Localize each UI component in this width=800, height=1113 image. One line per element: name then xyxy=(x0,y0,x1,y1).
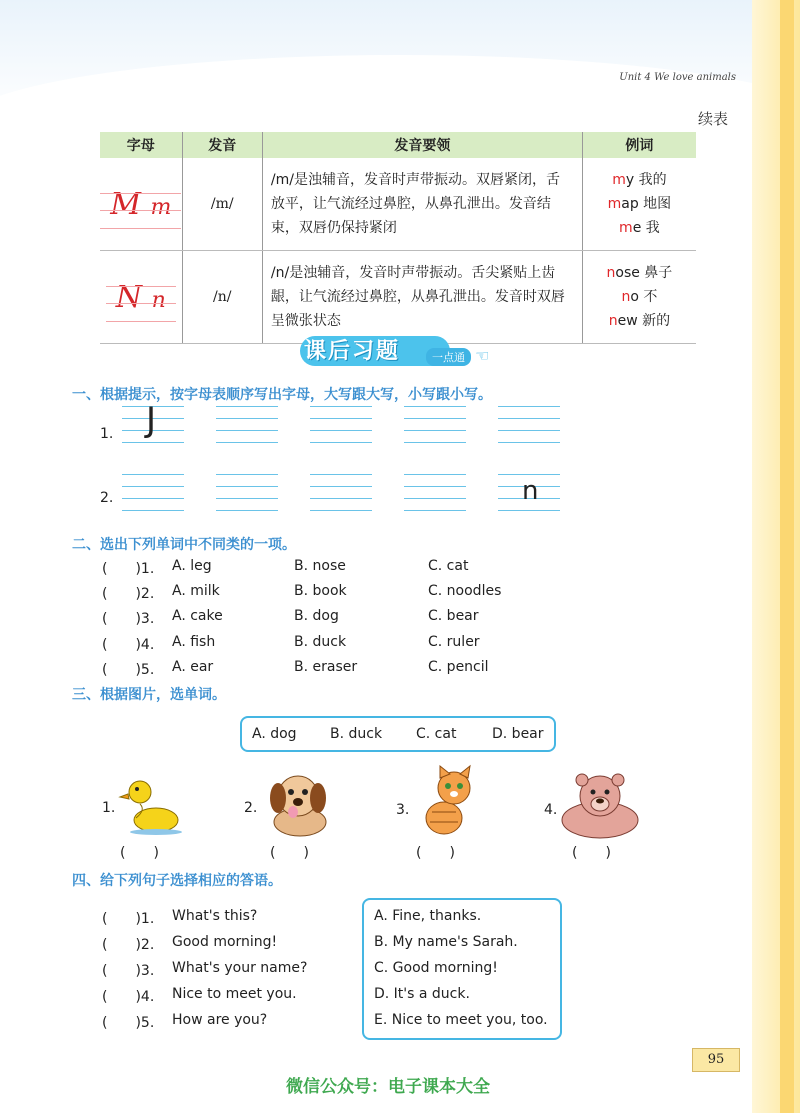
handwritten-letter: M m xyxy=(106,187,175,222)
example-word: no 不 xyxy=(621,289,658,305)
pointing-hand-icon: ☜ xyxy=(475,346,490,365)
answer-blank[interactable]: ( )5. xyxy=(102,662,155,678)
answer-options-box xyxy=(362,898,562,1040)
question-row xyxy=(102,986,342,1006)
question-row xyxy=(102,583,542,603)
answer-option: E. Nice to meet you, too. xyxy=(374,1012,548,1028)
word-option: D. bear xyxy=(492,726,544,742)
col-tips: 发音要领 xyxy=(262,132,582,158)
option-c: C. ruler xyxy=(428,634,480,650)
writing-lines[interactable] xyxy=(216,474,278,522)
option-b: B. nose xyxy=(294,558,346,574)
section4-title: 四、给下列句子选择相应的答语。 xyxy=(72,873,282,889)
word-options-box xyxy=(240,716,556,752)
example-word: nose 鼻子 xyxy=(606,265,673,281)
question-row xyxy=(102,634,542,654)
answer-blank[interactable]: ( )3. xyxy=(102,963,155,979)
word-option: C. cat xyxy=(416,726,457,742)
option-a: A. milk xyxy=(172,583,220,599)
answer-blank[interactable]: ( ) xyxy=(416,845,455,861)
answer-option: C. Good morning! xyxy=(374,960,498,976)
writing-lines[interactable] xyxy=(404,474,466,522)
option-a: A. fish xyxy=(172,634,216,650)
picture-cat xyxy=(394,764,494,860)
tips-cell: /n/是浊辅音，发音时声带振动。舌尖紧贴上齿龈，让气流经过鼻腔，从鼻孔泄出。发音时双唇呈微张状态 xyxy=(262,251,582,344)
answer-option: A. Fine, thanks. xyxy=(374,908,482,924)
table-continued-label: 续表 xyxy=(697,110,728,128)
cat-icon xyxy=(410,764,484,838)
answer-blank[interactable]: ( ) xyxy=(572,845,611,861)
section3-title: 三、根据图片，选单词。 xyxy=(72,687,226,703)
table-row xyxy=(100,158,696,251)
option-b: B. eraser xyxy=(294,659,358,675)
question-text: What's your name? xyxy=(172,960,308,976)
page-number: 95 xyxy=(692,1048,740,1072)
col-letter: 字母 xyxy=(100,132,182,158)
option-c: C. cat xyxy=(428,558,469,574)
section2-title: 二、选出下列单词中不同类的一项。 xyxy=(72,537,296,553)
example-word: me 我 xyxy=(619,220,660,236)
given-letter: n xyxy=(522,476,539,506)
section1-title: 一、根据提示，按字母表顺序写出字母，大写跟大写，小写跟小写。 xyxy=(72,387,492,403)
picture-number: 1. xyxy=(102,800,116,816)
banner-title: 课后习题 xyxy=(304,339,401,364)
exercise-banner xyxy=(300,332,500,372)
sound-cell: /m/ xyxy=(182,158,262,251)
answer-option: D. It's a duck. xyxy=(374,986,470,1002)
table-row xyxy=(100,251,696,344)
letter-cell xyxy=(100,158,182,251)
answer-option: B. My name's Sarah. xyxy=(374,934,518,950)
question-text: How are you? xyxy=(172,1012,268,1028)
handwritten-letter: N n xyxy=(112,280,170,315)
option-a: A. cake xyxy=(172,608,223,624)
example-word: my 我的 xyxy=(612,172,667,188)
question-row xyxy=(102,908,342,928)
option-a: A. ear xyxy=(172,659,214,675)
writing-lines[interactable] xyxy=(310,474,372,522)
tips-cell: /m/是浊辅音，发音时声带振动。双唇紧闭，舌放平，让气流经过鼻腔，从鼻孔泄出。发音结束，双唇仍保持紧闭 xyxy=(262,158,582,251)
question-text: Good morning! xyxy=(172,934,278,950)
row2-label: 2. xyxy=(100,490,114,506)
option-b: B. duck xyxy=(294,634,347,650)
word-option: B. duck xyxy=(330,726,383,742)
answer-blank[interactable]: ( )3. xyxy=(102,611,155,627)
col-sound: 发音 xyxy=(182,132,262,158)
sound-cell: /n/ xyxy=(182,251,262,344)
dog-icon xyxy=(260,768,334,838)
option-c: C. noodles xyxy=(428,583,502,599)
banner-subtitle: 一点通 xyxy=(426,348,471,366)
table-header-row xyxy=(100,132,696,158)
question-row xyxy=(102,1012,342,1032)
question-row xyxy=(102,558,542,578)
picture-number: 2. xyxy=(244,800,258,816)
question-row xyxy=(102,934,342,954)
examples-cell xyxy=(582,158,696,251)
option-b: B. book xyxy=(294,583,347,599)
answer-blank[interactable]: ( )4. xyxy=(102,637,155,653)
question-row xyxy=(102,960,342,980)
picture-duck xyxy=(100,770,190,860)
answer-blank[interactable]: ( )1. xyxy=(102,911,155,927)
writing-lines[interactable] xyxy=(498,406,560,454)
letter-cell xyxy=(100,251,182,344)
writing-lines[interactable] xyxy=(404,406,466,454)
row1-label: 1. xyxy=(100,426,114,442)
picture-number: 4. xyxy=(544,802,558,818)
writing-lines[interactable] xyxy=(216,406,278,454)
question-text: Nice to meet you. xyxy=(172,986,297,1002)
question-row xyxy=(102,659,542,679)
picture-number: 3. xyxy=(396,802,410,818)
answer-blank[interactable]: ( )1. xyxy=(102,561,155,577)
option-c: C. bear xyxy=(428,608,479,624)
writing-lines[interactable] xyxy=(498,474,560,522)
letter-writing-area xyxy=(100,400,580,524)
footer-watermark: 微信公众号：电子课本大全 xyxy=(286,1077,490,1097)
answer-blank[interactable]: ( ) xyxy=(120,845,159,861)
question-row xyxy=(102,608,542,628)
bear-icon xyxy=(558,770,642,840)
answer-blank[interactable]: ( )2. xyxy=(102,937,155,953)
examples-cell xyxy=(582,251,696,344)
col-examples: 例词 xyxy=(582,132,696,158)
writing-lines[interactable] xyxy=(122,400,184,454)
answer-blank[interactable]: ( )2. xyxy=(102,586,155,602)
unit-header: Unit 4 We love animals xyxy=(619,72,736,83)
phonics-table xyxy=(100,132,696,344)
answer-blank[interactable]: ( ) xyxy=(270,845,309,861)
picture-dog xyxy=(244,766,344,860)
example-word: map 地图 xyxy=(607,196,672,212)
example-word: new 新的 xyxy=(608,313,671,329)
word-option: A. dog xyxy=(252,726,297,742)
writing-lines[interactable] xyxy=(122,474,184,522)
option-c: C. pencil xyxy=(428,659,489,675)
answer-blank[interactable]: ( )5. xyxy=(102,1015,155,1031)
duck-icon xyxy=(118,770,188,840)
option-a: A. leg xyxy=(172,558,212,574)
right-border-inner xyxy=(780,0,794,1113)
question-text: What's this? xyxy=(172,908,258,924)
picture-bear xyxy=(542,766,646,860)
answer-blank[interactable]: ( )4. xyxy=(102,989,155,1005)
option-b: B. dog xyxy=(294,608,339,624)
given-letter: J xyxy=(146,400,157,440)
writing-lines[interactable] xyxy=(310,406,372,454)
